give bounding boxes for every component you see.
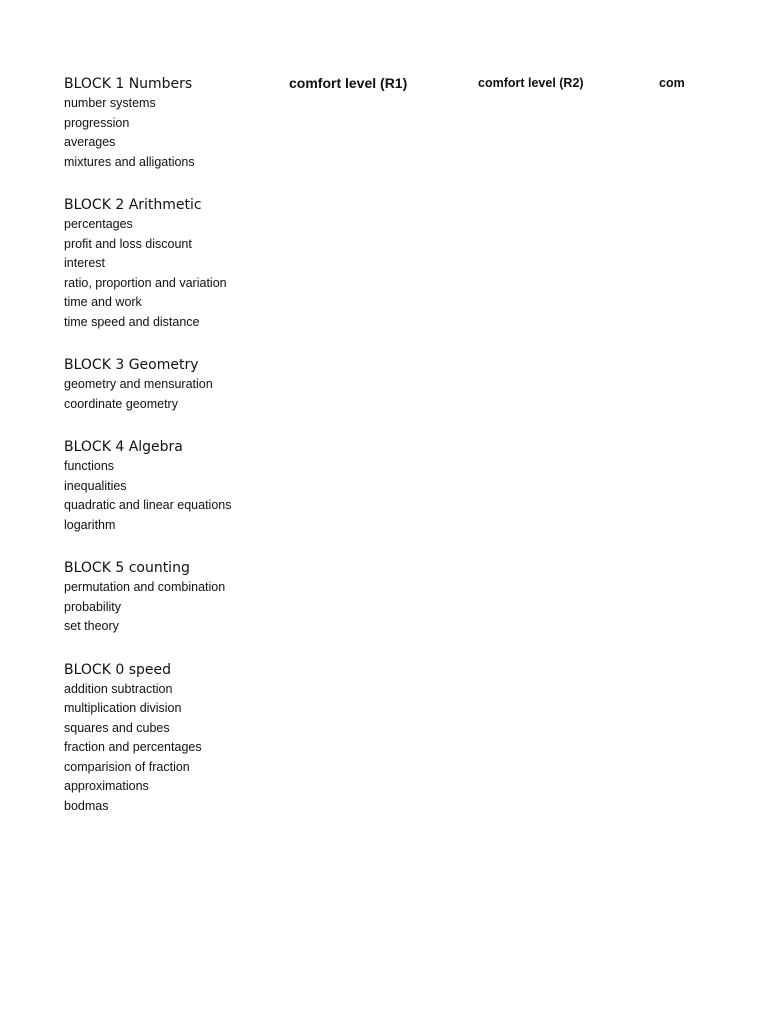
topic-list [64,375,284,414]
topic-item: inequalities [64,478,127,493]
topic-item: interest [64,256,105,270]
topic-item: averages [64,135,116,149]
topic-item: profit and loss discount [64,236,192,251]
topic-item: time speed and distance [64,314,200,329]
topic-item: permutation and combination [64,580,226,594]
topic-item: fraction and percentages [64,740,202,754]
comfort-level-r2-header: comfort level (R2) [478,76,584,90]
topic-item: logarithm [64,517,116,532]
topic-item: ratio, proportion and variation [64,275,227,290]
block-arithmetic [64,195,284,332]
topic-item: coordinate geometry [64,396,178,411]
topic-item: bodmas [64,798,109,813]
topic-list [64,215,284,332]
topic-item: approximations [64,779,149,793]
block-title: BLOCK 2 Arithmetic [64,197,202,213]
topic-item: mixtures and alligations [64,154,195,169]
block-title: BLOCK 5 counting [64,560,190,576]
block-title: BLOCK 0 speed [64,661,171,678]
topic-item: probability [64,599,121,614]
comfort-level-r3-header: com [659,76,685,90]
topic-item: set theory [64,619,119,633]
block-speed [64,660,284,817]
topic-list [64,680,284,817]
topic-item: squares and cubes [64,720,170,735]
block-numbers [64,74,284,172]
topic-item: functions [64,459,115,473]
topic-item: number systems [64,96,156,110]
topic-list [64,457,284,535]
topic-list [64,578,284,637]
topic-list [64,94,284,172]
block-title: BLOCK 4 Algebra [64,439,183,455]
topic-item: addition subtraction [64,681,173,696]
topic-item: time and work [64,295,142,309]
topic-item: quadratic and linear equations [64,498,232,512]
topic-blocks [64,74,284,839]
topic-item: geometry and mensuration [64,377,213,391]
block-title: BLOCK 3 Geometry [64,357,199,373]
topic-item: comparision of fraction [64,759,190,774]
block-counting [64,558,284,637]
comfort-level-r1-header: comfort level (R1) [289,75,408,91]
block-title: BLOCK 1 Numbers [64,76,193,92]
block-algebra [64,437,284,535]
topic-item: multiplication division [64,701,182,715]
block-geometry [64,355,284,414]
topic-item: percentages [64,217,133,231]
topic-item: progression [64,115,130,130]
